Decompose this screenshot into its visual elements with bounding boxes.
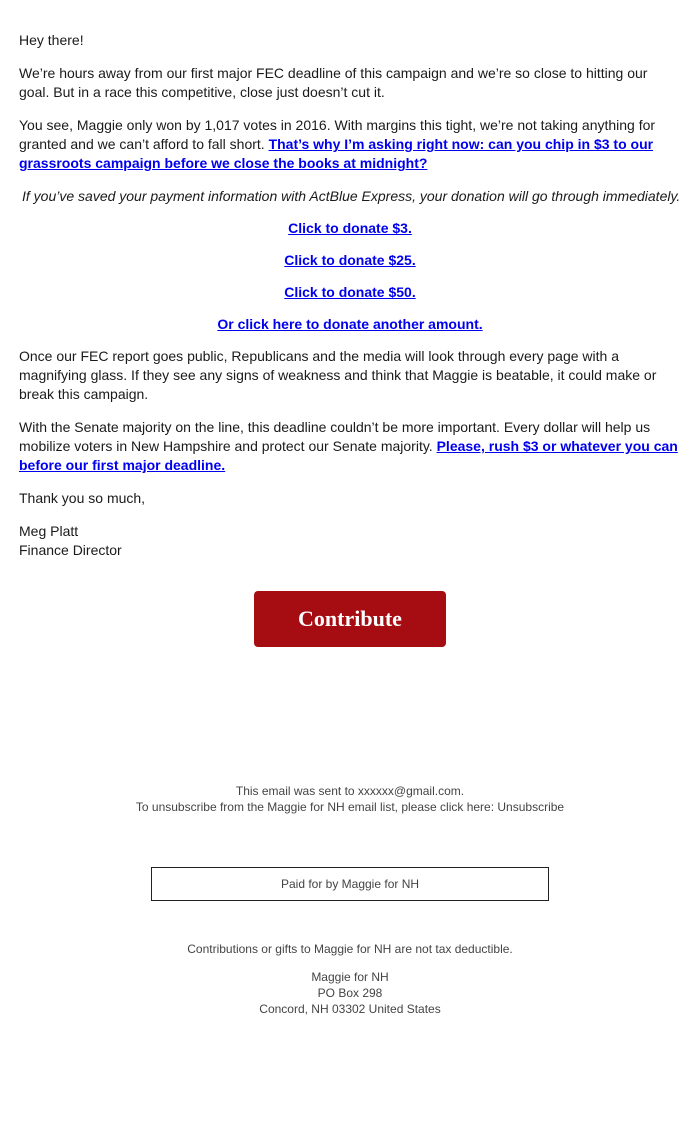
actblue-express-note: If you’ve saved your payment information with ActBlue Express, your donation will go through immediately. bbox=[22, 188, 681, 204]
paragraph-senate-majority bbox=[19, 418, 681, 475]
signature-name: Meg Platt bbox=[19, 523, 79, 539]
address-city: Concord, NH 03302 United States bbox=[259, 1002, 441, 1016]
address-org: Maggie for NH bbox=[311, 970, 389, 984]
footer-recipient bbox=[0, 783, 700, 815]
donate-50-link[interactable]: Click to donate $50. bbox=[284, 284, 416, 300]
signature-title: Finance Director bbox=[19, 542, 122, 558]
donate-3-row bbox=[19, 219, 681, 238]
sent-suffix: . bbox=[460, 784, 465, 798]
donate-50-row bbox=[19, 283, 681, 302]
donate-other-amount-link[interactable]: Or click here to donate another amount. bbox=[217, 316, 483, 332]
donate-other-row bbox=[19, 315, 681, 334]
mailing-address bbox=[0, 969, 700, 1017]
unsubscribe-link[interactable]: Unsubscribe bbox=[497, 800, 565, 814]
contribute-button[interactable]: Contribute bbox=[254, 591, 446, 647]
paragraph-fec-report: Once our FEC report goes public, Republicans and the media will look through every page with a magnifying glass. If they see any signs of weakness and think that Maggie is beatable, it could make or break this campaign. bbox=[19, 348, 657, 402]
sent-prefix: This email was sent to bbox=[235, 784, 358, 798]
paragraph-senate-text: With the Senate majority on the line, this deadline couldn’t be more important. Every dollar will help us mobilize voters in New Hampshire and protect our Senate majority. bbox=[19, 419, 651, 454]
paragraph-margins bbox=[19, 116, 681, 173]
donate-25-link[interactable]: Click to donate $25. bbox=[284, 252, 416, 268]
paragraph-margins-text: You see, Maggie only won by 1,017 votes in 2016. With margins this tight, we’re not taking anything for granted and we can’t afford to fall short. bbox=[19, 117, 656, 152]
greeting: Hey there! bbox=[19, 32, 84, 48]
donate-3-link[interactable]: Click to donate $3. bbox=[288, 220, 412, 236]
unsubscribe-prefix: To unsubscribe from the Maggie for NH email list, please click here: bbox=[135, 800, 498, 814]
chip-in-link[interactable]: That’s why I’m asking right now: can you chip in $3 to our grassroots campaign before we close the books at midnight? bbox=[19, 136, 654, 171]
paragraph-deadline: We’re hours away from our first major FEC deadline of this campaign and we’re so close to hitting our goal. But in a race this competitive, close just doesn’t cut it. bbox=[19, 65, 648, 100]
tax-note: Contributions or gifts to Maggie for NH are not tax deductible. bbox=[187, 942, 513, 956]
signature bbox=[19, 522, 681, 560]
recipient-email[interactable]: xxxxxx@gmail.com bbox=[357, 784, 461, 798]
rush-donation-link[interactable]: Please, rush $3 or whatever you can before our first major deadline. bbox=[19, 438, 678, 473]
paid-for-box bbox=[151, 867, 549, 901]
donate-25-row bbox=[19, 251, 681, 270]
address-box: PO Box 298 bbox=[317, 986, 383, 1000]
paid-for-text: Paid for by Maggie for NH bbox=[280, 877, 420, 891]
closing-line: Thank you so much, bbox=[19, 490, 146, 506]
